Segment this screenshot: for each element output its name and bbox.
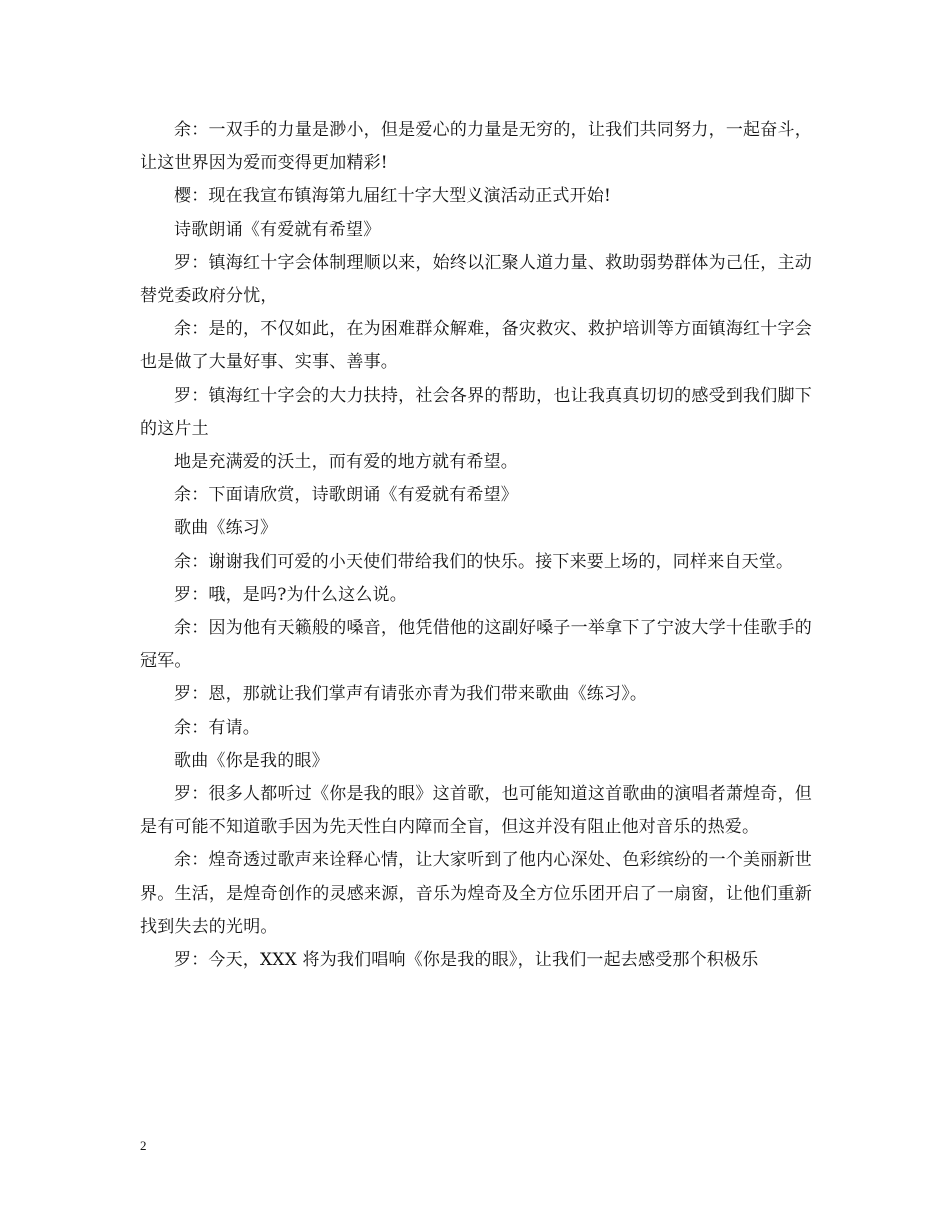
paragraph: 余：一双手的力量是渺小，但是爱心的力量是无穷的，让我们共同努力，一起奋斗，让这世界因为爱而变得更加精彩!: [140, 120, 812, 174]
paragraph: 罗：镇海红十字会体制理顺以来，始终以汇聚人道力量、救助弱势群体为己任，主动替党委政府分忧，: [140, 252, 812, 307]
paragraph: 余：有请。: [174, 717, 260, 738]
paragraph: 余：谢谢我们可爱的小天使们带给我们的快乐。接下来要上场的，同样来自天堂。: [174, 551, 794, 572]
paragraph: 歌曲《练习》: [174, 518, 278, 539]
paragraph: 余：是的，不仅如此，在为困难群众解难，备灾救灾、救护培训等方面镇海红十字会也是做了大量好事、实事、善事。: [140, 319, 812, 373]
paragraph: 地是充满爱的沃土，而有爱的地方就有希望。: [174, 452, 518, 473]
paragraph: 罗：很多人都听过《你是我的眼》这首歌，也可能知道这首歌曲的演唱者萧煌奇，但是有可能不知道歌手因为先天性白内障而全盲，但这并没有阻止他对音乐的热爱。: [140, 784, 812, 838]
paragraph: 诗歌朗诵《有爱就有希望》: [174, 219, 381, 240]
paragraph: 余：因为他有天籁般的嗓音，他凭借他的这副好嗓子一举拿下了宁波大学十佳歌手的冠军。: [140, 618, 812, 672]
page-number: 2: [140, 1138, 147, 1153]
paragraph: 罗：哦，是吗?为什么这么说。: [174, 584, 407, 605]
paragraph: 余：煌奇透过歌声来诠释心情，让大家听到了他内心深处、色彩缤纷的一个美丽新世界。生活，是煌奇创作的灵感来源，音乐为煌奇及全方位乐团开启了一扇窗，让他们重新找到失去的光明。: [140, 850, 812, 937]
paragraph: 罗：恩，那就让我们掌声有请张亦青为我们带来歌曲《练习》。: [174, 684, 648, 705]
paragraph: 樱：现在我宣布镇海第九届红十字大型义演活动正式开始!: [174, 186, 612, 207]
paragraph: 余：下面请欣赏，诗歌朗诵《有爱就有希望》: [174, 485, 518, 506]
body-text: [140, 114, 812, 977]
paragraph: 歌曲《你是我的眼》: [174, 750, 329, 771]
paragraph: 罗：今天，XXX 将为我们唱响《你是我的眼》，让我们一起去感受那个积极乐: [174, 950, 759, 971]
paragraph: 罗：镇海红十字会的大力扶持，社会各界的帮助，也让我真真切切的感受到我们脚下的这片土: [140, 385, 812, 439]
